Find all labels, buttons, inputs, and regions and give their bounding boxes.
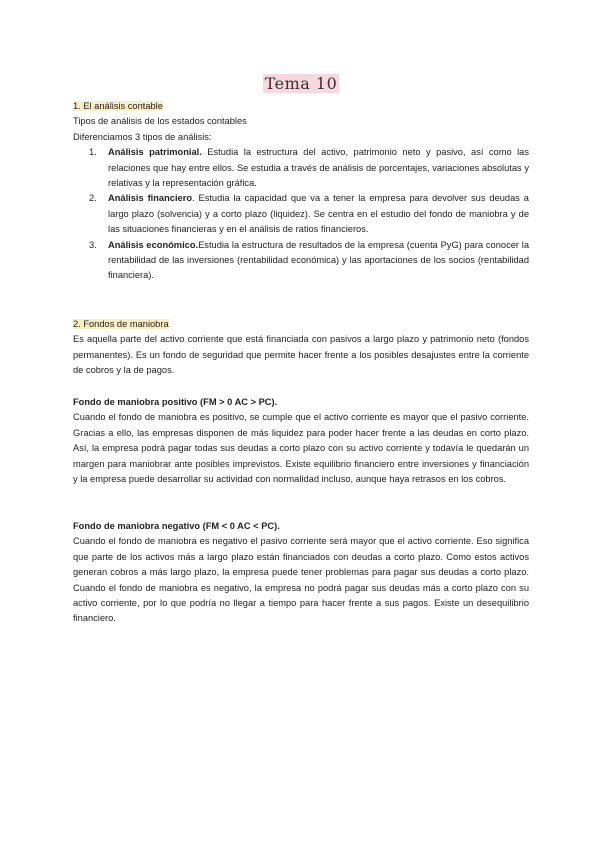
list-item-term: Análisis económico. <box>108 239 199 250</box>
paragraph: Es aquella parte del activo corriente que está financiada con pasivos a largo plazo y patrimonio neto (fondos permanentes). Es un fondo de seguridad que permite hacer frente a los posibles desajustes entre la corriente de cobros y la de pagos. <box>73 334 529 376</box>
subsection-heading: Fondo de maniobra positivo (FM > 0 AC > PC). <box>73 397 278 407</box>
subsection-negative <box>73 519 529 627</box>
page-title-text: Tema 10 <box>264 74 338 93</box>
section-analisis-contable <box>73 99 529 284</box>
page-title <box>73 74 529 93</box>
list-item <box>108 238 529 284</box>
list-item-term: Análisis financiero <box>108 193 192 204</box>
subsection-heading: Fondo de maniobra negativo (FM < 0 AC < PC). <box>73 521 280 531</box>
list-item-text: Estudia la estructura del activo, patrimonio neto y pasivo, así como las relaciones que hay entre ellos. Se estudia a través de análisis de porcentajes, variaciones absolutas y relativas y la representación gráfica. <box>108 147 529 189</box>
paragraph: Cuando el fondo de maniobra es negativo el pasivo corriente será mayor que el activo corriente. Eso significa que parte de los activos más a largo plazo están financiados con deudas a corto plazo. Como estos activos generan cobros a más largo plazo, la empresa puede tener problemas para pagar sus deudas a corto plazo. Cuando el fondo de maniobra es negativo, la empresa no podrá pagar sus deudas más a corto plazo con su activo corriente, por lo que podría no llegar a tiempo para hacer frente a sus pagos. Existe un desequilibrio financiero. <box>73 536 529 624</box>
paragraph: Tipos de análisis de los estados contables <box>73 116 247 127</box>
list-item <box>108 145 529 191</box>
section-heading: 1. El análisis contable <box>73 101 163 111</box>
list-item-text: Estudia la estructura de resultados de la empresa (cuenta PyG) para conocer la rentabilidad de las inversiones (rentabilidad económica) y las aportaciones de los socios (rentabilidad financiera). <box>108 239 529 281</box>
paragraph: Diferenciamos 3 tipos de análisis: <box>73 131 212 142</box>
subsection-positive <box>73 395 529 487</box>
analysis-types-list <box>73 145 529 284</box>
section-heading: 2. Fondos de maniobra <box>73 319 169 329</box>
list-item <box>108 191 529 237</box>
paragraph: Cuando el fondo de maniobra es positivo, se cumple que el activo corriente es mayor que el pasivo corriente. Gracias a ello, las empresas disponen de más liquidez para poder hacer frente a las deudas en corto plazo. Así, la empresa podrá pagar todas sus deudas a corto plazo con su activo corriente y todavía le quedarán un margen para maniobrar ante posibles imprevistos. Existe equilibrio financiero entre inversiones y financiación y la empresa puede desarrollar su actividad con normalidad incluso, aunque haya retrasos en los cobros. <box>73 412 529 485</box>
list-item-text: . Estudia la capacidad que va a tener la empresa para devolver sus deudas a largo plazo (solvencia) y a corto plazo (liquidez). Se centra en el estudio del fondo de maniobra y de las situaciones financieras y en el análisis de ratios financieros. <box>108 193 529 235</box>
section-fondos-maniobra <box>73 317 529 379</box>
list-item-term: Análisis patrimonial. <box>108 147 202 158</box>
